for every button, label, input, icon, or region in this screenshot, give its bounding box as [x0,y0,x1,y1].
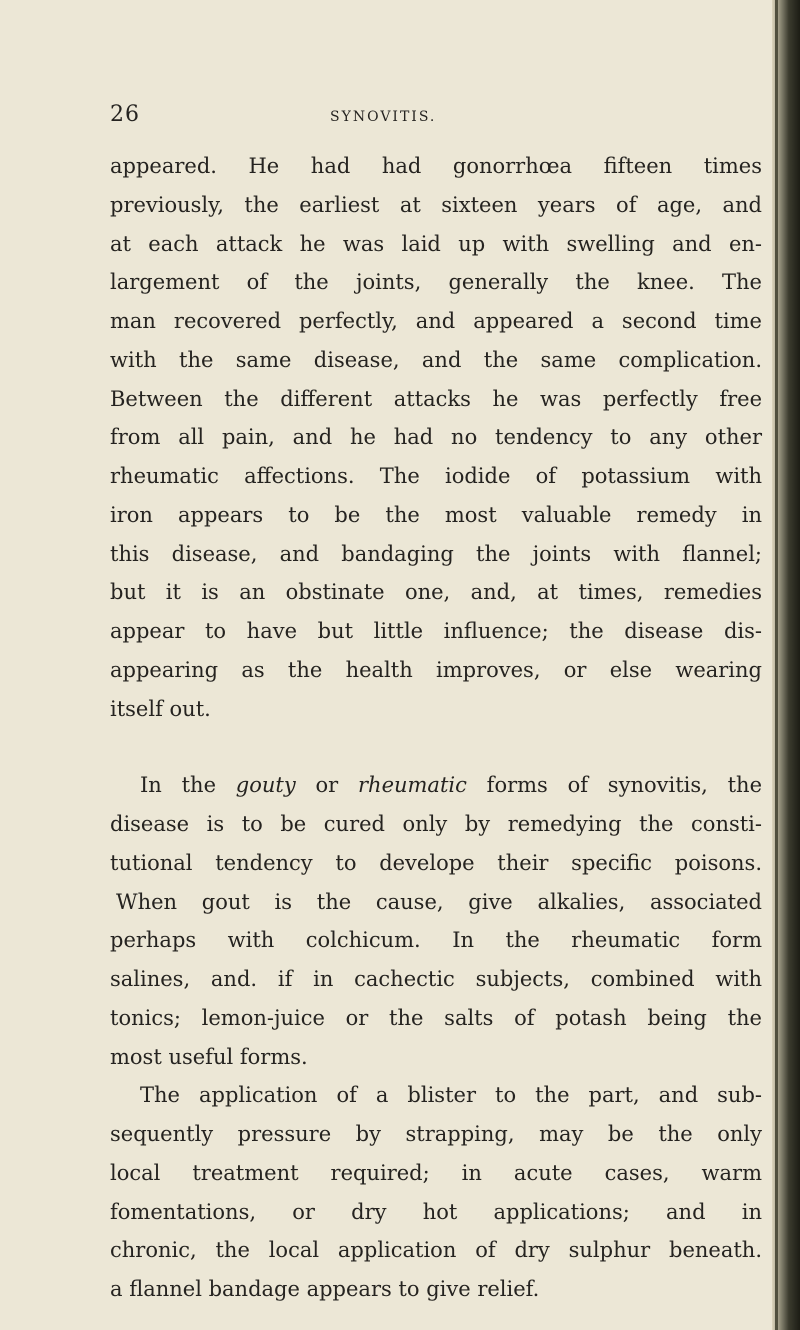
running-title: SYNOVITIS. [330,109,437,125]
text-line: sequently pressure by strapping, may be the only [110,1122,762,1146]
text-run: or [295,773,358,798]
text-line: appearing as the health improves, or else wearing [110,657,762,682]
text-line: a flannel bandage appears to give relief. [110,1277,540,1301]
text-line: previously, the earliest at sixteen years of age, and [110,192,762,217]
italic-term-gouty: gouty [235,773,296,798]
text-line: but it is an obstinate one, and, at times, remedies [110,580,762,605]
text-line: appear to have but little influence; the disease dis- [110,619,762,643]
text-line: When gout is the cause, give alkalies, associated [116,889,762,914]
paragraph-1 [110,147,762,728]
text-line: perhaps with colchicum. In the rheumatic form [110,928,762,953]
paragraph-gap [110,728,762,766]
text-line: rheumatic affections. The iodide of potassium with [110,464,762,488]
italic-term-rheumatic: rheumatic [358,773,467,798]
text-line: itself out. [110,696,211,721]
text-line: tonics; lemon-juice or the salts of potash being the [110,1005,762,1030]
text-line: most useful forms. [110,1044,308,1069]
text-line: largement of the joints, generally the knee. The [110,270,762,295]
text-line: at each attack he was laid up with swelling and en- [110,231,762,256]
body-text [110,147,762,1309]
text-line: appeared. He had had gonorrhœa fifteen times [110,154,762,178]
text-run: forms of synovitis, the [466,773,762,798]
text-line: Between the different attacks he was perfectly free [110,386,762,411]
page-edge-line [775,0,778,1330]
text-line: with the same disease, and the same complication. [110,347,762,372]
paragraph-3 [110,1076,762,1309]
text-line: The application of a blister to the part, and sub- [140,1083,762,1108]
text-line [110,766,762,805]
text-line: chronic, the local application of dry sulphur beneath. [110,1238,762,1263]
text-line: local treatment required; in acute cases, warm [110,1160,762,1185]
text-line: iron appears to be the most valuable remedy in [110,502,762,527]
running-head [110,102,770,132]
text-line: fomentations, or dry hot applications; and in [110,1199,762,1224]
text-run: In the [140,773,236,798]
text-line: this disease, and bandaging the joints with flannel; [110,541,762,566]
page-number: 26 [110,102,140,127]
text-line: man recovered perfectly, and appeared a second time [110,309,762,333]
text-line: from all pain, and he had no tendency to any other [110,425,762,450]
text-line: salines, and. if in cachectic subjects, combined with [110,967,762,991]
text-line: disease is to be cured only by remedying the consti- [110,812,762,836]
paragraph-2 [110,766,762,1076]
text-line: tutional tendency to develope their specific poisons. [110,850,762,875]
